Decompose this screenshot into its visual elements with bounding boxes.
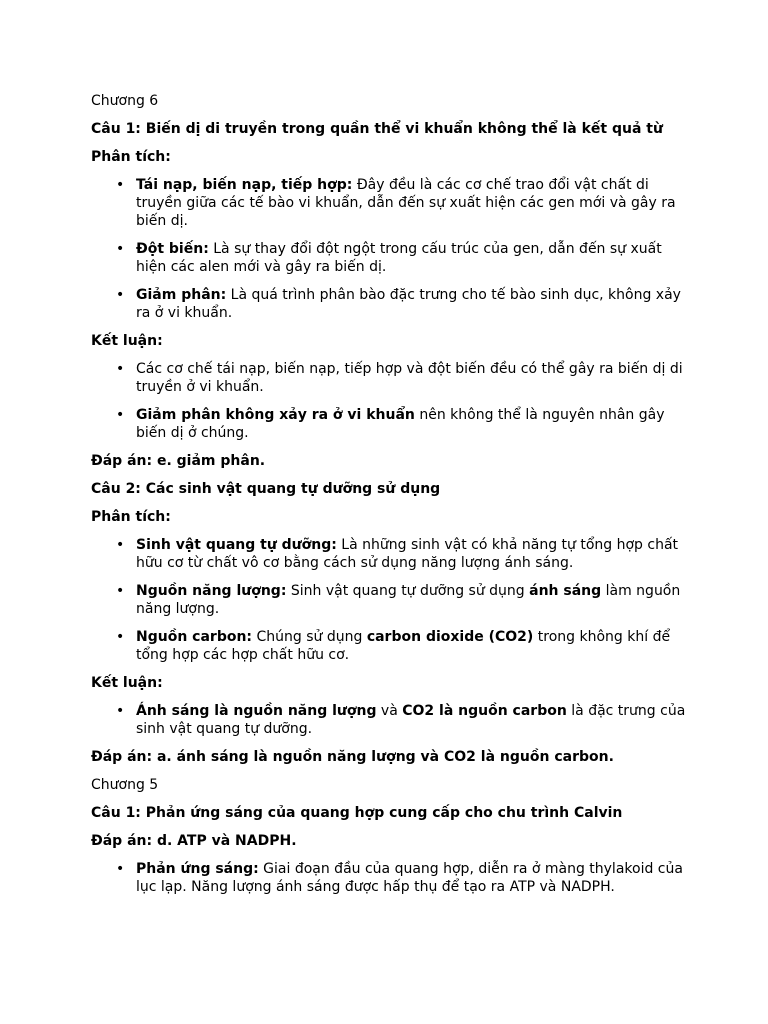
text-run: Các cơ chế tái nạp, biến nạp, tiếp hợp và đột biến đều có thể gây ra biến dị di truyền ở vi khuẩn. [136, 361, 683, 395]
text-run: và [376, 703, 403, 719]
list-item [91, 286, 691, 322]
text-run: là đặc trưng của sinh vật quang tự dưỡng. [136, 703, 686, 737]
heading-paragraph: Câu 2: Các sinh vật quang tự dưỡng sử dụng [91, 481, 441, 497]
bold-text: Phản ứng sáng: [136, 861, 259, 877]
bold-text: Sinh vật quang tự dưỡng: [136, 537, 337, 553]
heading-paragraph: Đáp án: a. ánh sáng là nguồn năng lượng và CO2 là nguồn carbon. [91, 749, 614, 765]
text-run: Là những sinh vật có khả năng tự tổng hợp chất hữu cơ từ chất vô cơ bằng cách sử dụng năng lượng ánh sáng. [136, 537, 679, 571]
bold-text: Nguồn năng lượng: [136, 583, 287, 599]
bold-text: Ánh sáng là nguồn năng lượng [136, 703, 377, 719]
bold-text: Đột biến: [136, 241, 209, 257]
heading-paragraph: Câu 1: Phản ứng sáng của quang hợp cung cấp cho chu trình Calvin [91, 805, 623, 821]
text-run: Là quá trình phân bào đặc trưng cho tế bào sinh dục, không xảy ra ở vi khuẩn. [136, 287, 681, 321]
paragraph: Chương 5 [91, 777, 159, 793]
bullet-list [91, 536, 691, 664]
bullet-list [91, 360, 691, 442]
bullet-list [91, 860, 691, 896]
list-item [91, 240, 691, 276]
bold-text: Giảm phân: [136, 287, 227, 303]
list-item [91, 702, 691, 738]
text-run: làm nguồn năng lượng. [136, 583, 681, 617]
list-item [91, 536, 691, 572]
list-item [91, 628, 691, 664]
text-run: Sinh vật quang tự dưỡng sử dụng [286, 583, 530, 599]
heading-paragraph: Kết luận: [91, 333, 163, 349]
list-item [91, 582, 691, 618]
heading-paragraph: Phân tích: [91, 149, 171, 165]
bold-text: ánh sáng [529, 583, 602, 599]
heading-paragraph: Đáp án: e. giảm phân. [91, 453, 266, 469]
list-item [91, 176, 691, 230]
text-run: Đây đều là các cơ chế trao đổi vật chất di truyền giữa các tế bào vi khuẩn, dẫn đến sự xuất hiện các gen mới và gây ra biến dị. [136, 177, 676, 229]
bullet-list [91, 176, 691, 322]
text-run: Là sự thay đổi đột ngột trong cấu trúc của gen, dẫn đến sự xuất hiện các alen mới và gây ra biến dị. [136, 241, 662, 275]
text-run: trong không khí để tổng hợp các hợp chất hữu cơ. [136, 629, 671, 663]
bold-text: CO2 là nguồn carbon [402, 703, 567, 719]
heading-paragraph: Đáp án: d. ATP và NADPH. [91, 833, 297, 849]
bold-text: carbon dioxide (CO2) [366, 629, 534, 645]
heading-paragraph: Câu 1: Biến dị di truyền trong quần thể vi khuẩn không thể là kết quả từ [91, 121, 663, 137]
bullet-list [91, 702, 691, 738]
list-item [91, 360, 691, 396]
heading-paragraph: Kết luận: [91, 675, 163, 691]
text-run: nên không thể là nguyên nhân gây biến dị ở chúng. [136, 407, 665, 441]
list-item [91, 406, 691, 442]
bold-text: Nguồn carbon: [136, 629, 253, 645]
bold-text: Giảm phân không xảy ra ở vi khuẩn [136, 407, 415, 423]
text-run: Giai đoạn đầu của quang hợp, diễn ra ở màng thylakoid của lục lạp. Năng lượng ánh sáng được hấp thụ để tạo ra ATP và NADPH. [136, 861, 683, 895]
list-item [91, 860, 691, 896]
paragraph: Chương 6 [91, 93, 159, 109]
heading-paragraph: Phân tích: [91, 509, 171, 525]
bold-text: Tái nạp, biến nạp, tiếp hợp: [136, 177, 353, 193]
text-run: Chúng sử dụng [252, 629, 367, 645]
document-body [91, 92, 691, 906]
